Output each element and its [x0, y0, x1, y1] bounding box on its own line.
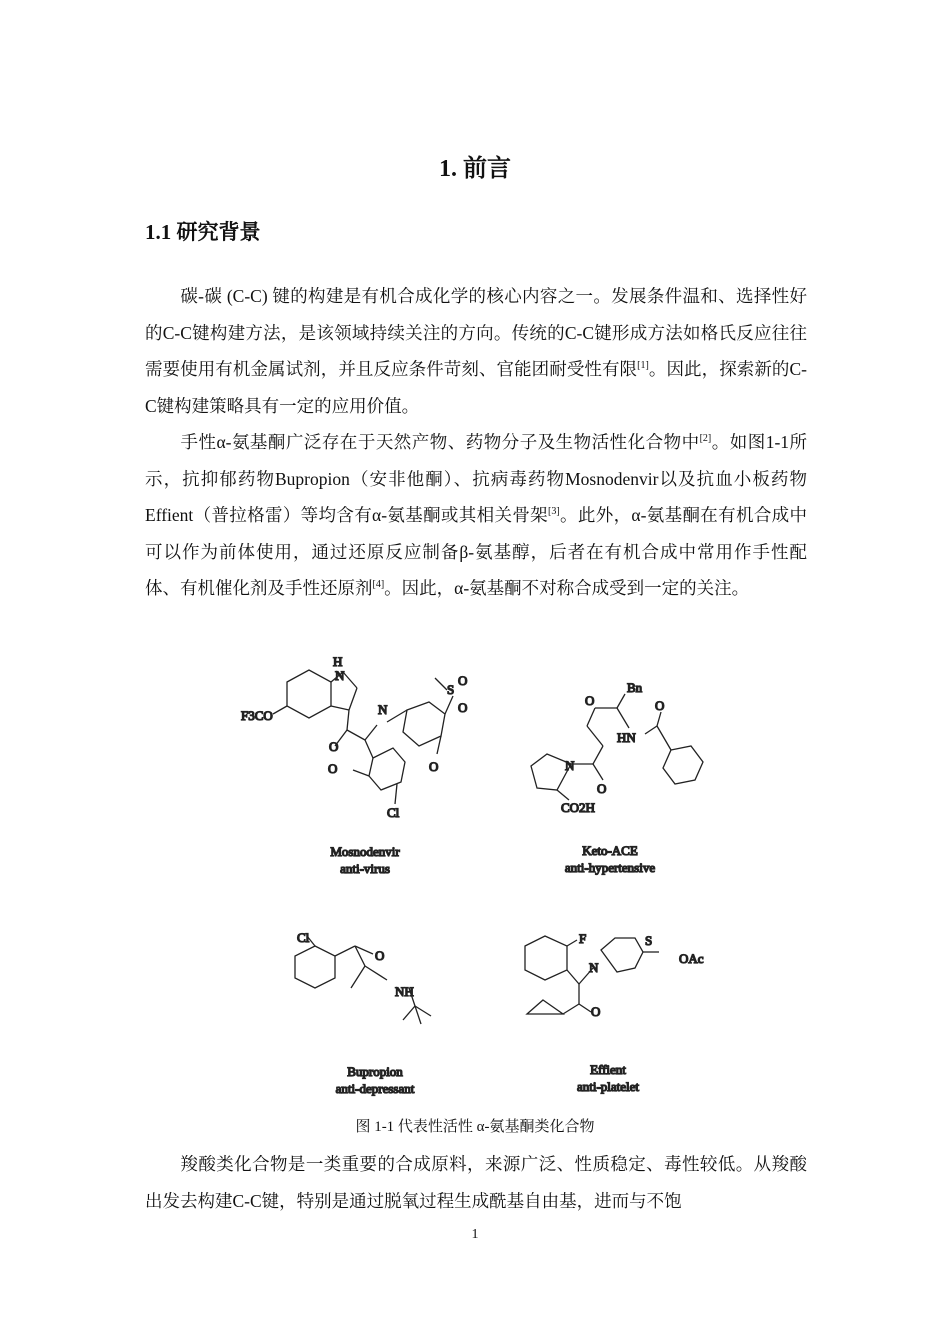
compound-name-1: Mosnodenvir: [330, 844, 400, 859]
citation-1: [1]: [637, 360, 649, 372]
atom-co2h: CO2H: [561, 800, 595, 815]
mosnodenvir-structure: [273, 670, 453, 804]
para1-text-a: 碳-碳 (C-C) 键的构建是有机合成化学的核心内容之一。发展条件温和、选择性好的C-C键构建方法，是该领域持续关注的方向。传统的C-C键形成方法如格氏反应往往需要使用有机金属试剂，并且反应条件苛刻、官能团耐受性有限: [145, 286, 807, 379]
paragraph-2: [145, 424, 807, 607]
para1-text-b: 。因此，探索新的C-C键构建策略具有一定的应用价值。: [145, 359, 807, 416]
compound-activity-4: anti-platelet: [576, 1079, 640, 1094]
atom-bn: Bn: [627, 680, 643, 695]
paragraph-3: [145, 1146, 807, 1219]
atom-n-effient: N: [589, 960, 599, 975]
atom-o-ketone-1: O: [329, 739, 339, 754]
atom-cl-2: Cl: [297, 930, 310, 945]
atom-o-ketone-3: O: [375, 948, 385, 963]
atom-cl-1: Cl: [387, 805, 400, 820]
compound-name-2: Keto-ACE: [582, 843, 638, 858]
keto-ace-structure: [531, 694, 703, 800]
citation-4: [4]: [372, 579, 385, 591]
compound-structures: [225, 650, 745, 1110]
atom-n-proline: N: [565, 758, 575, 773]
compound-activity-3: anti-depressant: [335, 1081, 415, 1096]
atom-o-sulfonyl-2: O: [458, 700, 468, 715]
figure-caption: 图 1-1 代表性活性 α-氨基酮类化合物: [355, 1119, 595, 1135]
effient-structure: [525, 936, 659, 1014]
paragraph-1: [145, 278, 807, 424]
compound-activity-1: anti-virus: [340, 861, 390, 876]
atom-s-thiophene: S: [645, 933, 653, 948]
citation-3: [3]: [548, 506, 560, 518]
atom-o-ketone-2: O: [585, 693, 595, 708]
bupropion-structure: [295, 936, 431, 1024]
compound-name-3: Bupropion: [347, 1064, 403, 1079]
citation-2: [2]: [699, 433, 712, 445]
atom-n-amine-1: N: [378, 702, 388, 717]
para3-text: 羧酸类化合物是一类重要的合成原料，来源广泛、性质稳定、毒性较低。从羧酸出发去构建C-C键，特别是通过脱氧过程生成酰基自由基，进而与不饱: [145, 1154, 807, 1211]
para2-text-a: 手性α-氨基酮广泛存在于天然产物、药物分子及生物活性化合物中: [180, 432, 700, 452]
atom-f3co: F3CO: [241, 708, 273, 723]
atom-o-sulfonyl-1: O: [458, 673, 468, 688]
atom-s: S: [447, 682, 455, 697]
atom-o-methoxy-1: O: [328, 761, 338, 776]
compound-name-4: Effient: [590, 1062, 626, 1077]
atom-n-indole: N: [335, 668, 345, 683]
atom-oac: OAc: [679, 951, 704, 966]
atom-nh-tbu: NH: [395, 984, 414, 999]
figure-1-1: [225, 650, 745, 1110]
atom-o-methoxy-2: O: [429, 759, 439, 774]
compound-activity-2: anti-hypertensive: [564, 860, 656, 875]
para2-text-d: 。因此，α-氨基酮不对称合成受到一定的关注。: [384, 578, 750, 598]
atom-h-indole: H: [333, 654, 343, 669]
chapter-heading: 1. 前言: [439, 156, 511, 182]
para2-text-b: 。如图1-1所示，抗抑郁药物Bupropion（安非他酮）、抗病毒药物Mosnodenvir以及抗血小板药物Effient（普拉格雷）等均含有α-氨基酮或其相关骨架: [145, 432, 808, 525]
page-number: 1: [471, 1227, 479, 1242]
atom-hn: HN: [617, 730, 636, 745]
atom-f: F: [579, 931, 587, 946]
atom-o-ketone-4: O: [591, 1004, 601, 1019]
section-heading: 1.1 研究背景: [145, 220, 261, 244]
atom-o-amide: O: [655, 698, 665, 713]
atom-o-amide-2: O: [597, 781, 607, 796]
para2-text-c: 。此外，α-氨基酮在有机合成中可以作为前体使用，通过还原反应制备β-氨基醇，后者在有机合成中常用作手性配体、有机催化剂及手性还原剂: [145, 505, 808, 598]
